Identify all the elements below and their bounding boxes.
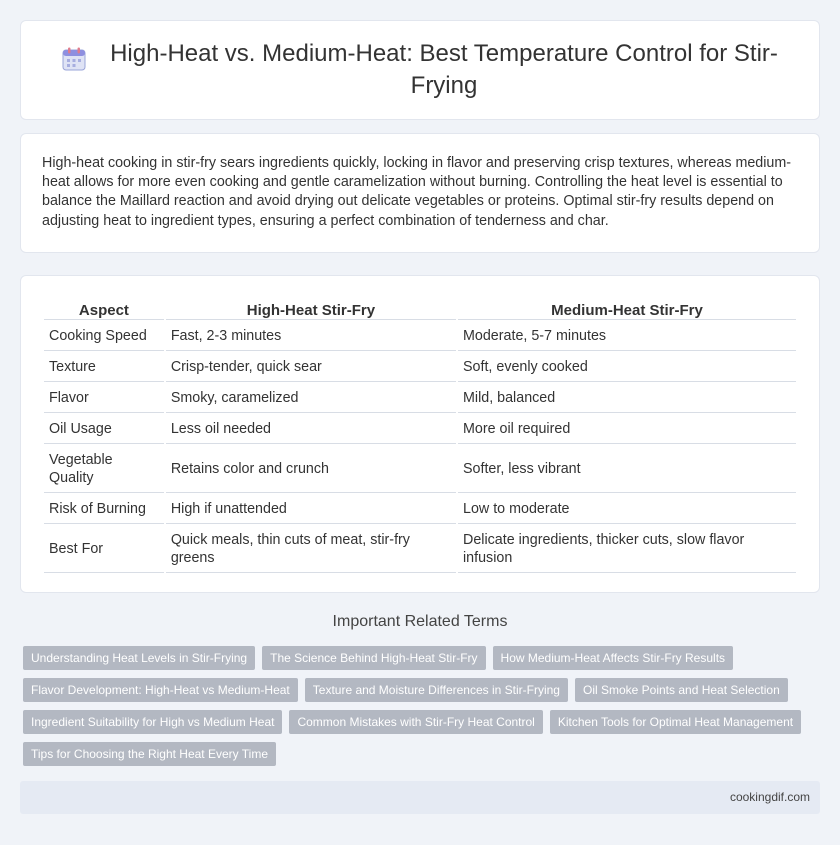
related-terms-heading: Important Related Terms bbox=[332, 613, 508, 630]
cell-medium-heat: Softer, less vibrant bbox=[458, 446, 796, 493]
header-inner bbox=[21, 21, 819, 119]
table-row bbox=[44, 384, 796, 413]
related-term-link[interactable]: Flavor Development: High-Heat vs Medium-Heat bbox=[23, 678, 298, 702]
related-term-link[interactable]: Oil Smoke Points and Heat Selection bbox=[575, 678, 788, 702]
table-row bbox=[44, 495, 796, 524]
related-term-link[interactable]: How Medium-Heat Affects Stir-Fry Results bbox=[493, 646, 734, 670]
related-term-link[interactable]: Texture and Moisture Differences in Stir-Frying bbox=[305, 678, 568, 702]
table-row bbox=[44, 415, 796, 444]
cell-high-heat: Quick meals, thin cuts of meat, stir-fry greens bbox=[166, 526, 456, 573]
related-term-link[interactable]: Understanding Heat Levels in Stir-Frying bbox=[23, 646, 255, 670]
header-medium-heat: Medium-Heat Stir-Fry bbox=[458, 298, 796, 320]
header-aspect: Aspect bbox=[44, 298, 164, 320]
cell-high-heat: Fast, 2-3 minutes bbox=[166, 322, 456, 351]
cell-high-heat: Less oil needed bbox=[166, 415, 456, 444]
table-row bbox=[44, 446, 796, 493]
header-card bbox=[20, 20, 820, 120]
cell-medium-heat: More oil required bbox=[458, 415, 796, 444]
calendar-icon bbox=[61, 46, 87, 72]
footer bbox=[20, 781, 820, 814]
table-row bbox=[44, 322, 796, 351]
related-term-link[interactable]: The Science Behind High-Heat Stir-Fry bbox=[262, 646, 485, 670]
cell-high-heat: Retains color and crunch bbox=[166, 446, 456, 493]
related-term-link[interactable]: Kitchen Tools for Optimal Heat Management bbox=[550, 710, 801, 734]
table-header-row bbox=[44, 298, 796, 320]
related-term-link[interactable]: Tips for Choosing the Right Heat Every Time bbox=[23, 742, 276, 766]
title-wrap bbox=[61, 38, 779, 102]
intro-paragraph: High-heat cooking in stir-fry sears ingredients quickly, locking in flavor and preserving crisp textures, whereas medium-heat allows for more even cooking and gentle caramelization without burning. Controlling the heat level is essential to balance the Maillard reaction and avoid drying out delicate vegetables or proteins. Optimal stir-fry results depend on adjusting heat to ingredient types, ensuring a perfect combination of tenderness and char. bbox=[42, 155, 792, 229]
cell-aspect: Best For bbox=[44, 526, 164, 573]
cell-aspect: Flavor bbox=[44, 384, 164, 413]
related-term-link[interactable]: Common Mistakes with Stir-Fry Heat Control bbox=[289, 710, 542, 734]
related-term-link[interactable]: Ingredient Suitability for High vs Medium Heat bbox=[23, 710, 282, 734]
related-terms-list bbox=[23, 646, 823, 774]
cell-medium-heat: Low to moderate bbox=[458, 495, 796, 524]
table-row bbox=[44, 353, 796, 382]
cell-medium-heat: Mild, balanced bbox=[458, 384, 796, 413]
cell-aspect: Cooking Speed bbox=[44, 322, 164, 351]
comparison-table-card bbox=[20, 275, 820, 593]
cell-high-heat: High if unattended bbox=[166, 495, 456, 524]
cell-high-heat: Crisp-tender, quick sear bbox=[166, 353, 456, 382]
cell-aspect: Risk of Burning bbox=[44, 495, 164, 524]
table-row bbox=[44, 526, 796, 573]
header-high-heat: High-Heat Stir-Fry bbox=[166, 298, 456, 320]
comparison-table bbox=[42, 296, 798, 575]
footer-site-name[interactable]: cookingdif.com bbox=[729, 790, 810, 804]
intro-card bbox=[20, 133, 820, 253]
cell-medium-heat: Soft, evenly cooked bbox=[458, 353, 796, 382]
cell-aspect: Oil Usage bbox=[44, 415, 164, 444]
cell-medium-heat: Delicate ingredients, thicker cuts, slow flavor infusion bbox=[458, 526, 796, 573]
cell-aspect: Texture bbox=[44, 353, 164, 382]
cell-aspect: Vegetable Quality bbox=[44, 446, 164, 493]
cell-medium-heat: Moderate, 5-7 minutes bbox=[458, 322, 796, 351]
page-title: High-Heat vs. Medium-Heat: Best Temperature Control for Stir-Frying bbox=[110, 40, 778, 99]
cell-high-heat: Smoky, caramelized bbox=[166, 384, 456, 413]
